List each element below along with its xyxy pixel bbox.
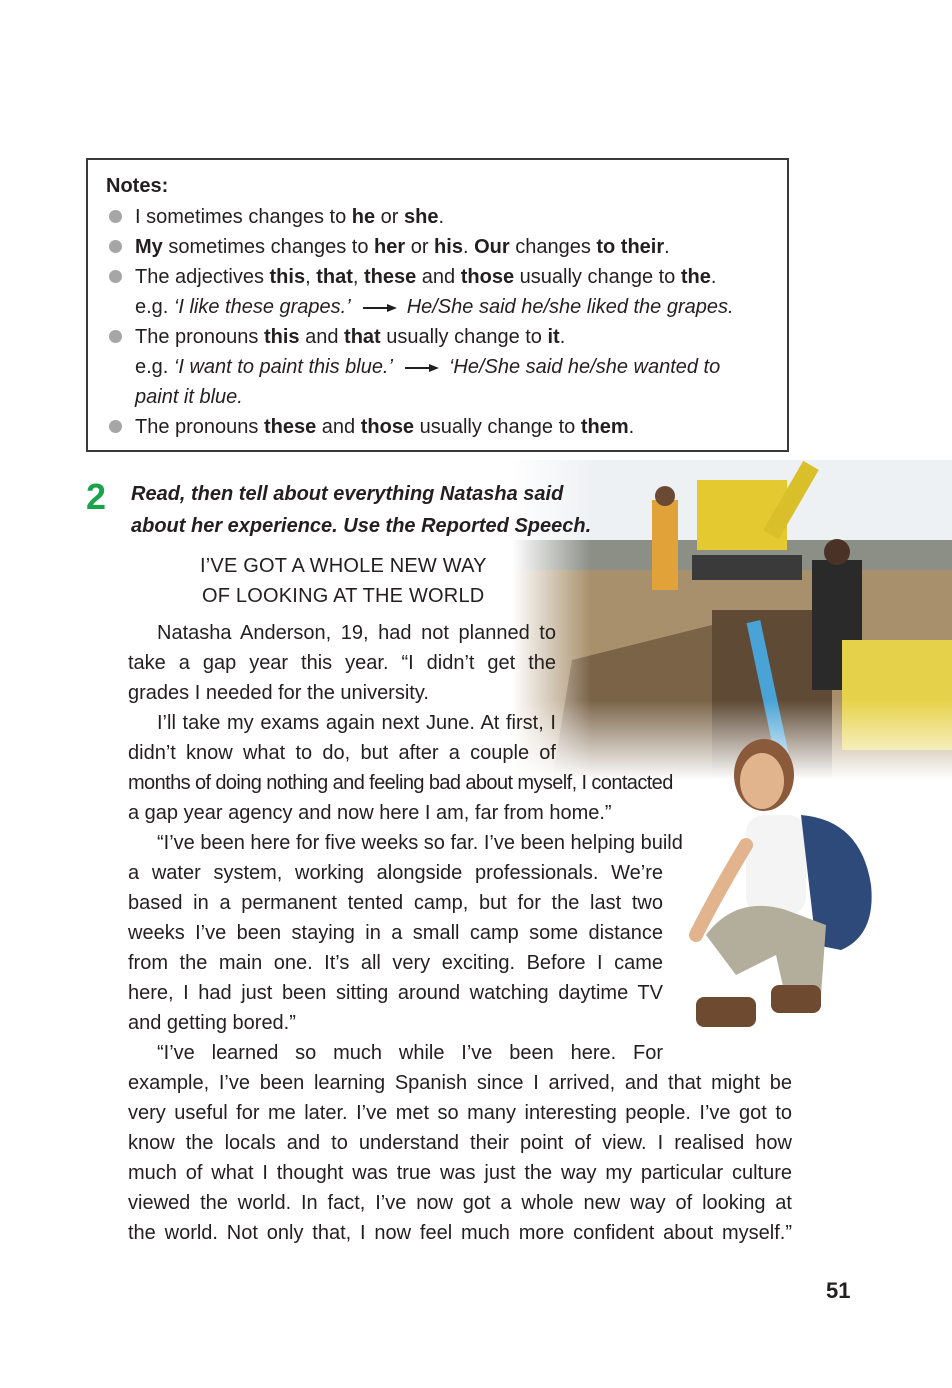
text-line: much of what I thought was true was just the way my particular culture [128, 1162, 792, 1184]
text-line: based in a permanent tented camp, but for the last two [128, 892, 663, 914]
page-number: 51 [826, 1278, 851, 1303]
text-line: a gap year agency and now here I am, far from home.” [128, 802, 612, 824]
note-line-2: My sometimes changes to her or his. Our changes to their. [135, 236, 670, 258]
note-example-2: e.g. ‘I want to paint this blue.’ ‘He/She said he/she wanted to [135, 356, 721, 378]
text-line: example, I’ve been learning Spanish since I arrived, and that might be [128, 1072, 792, 1094]
exercise-instruction-1: Read, then tell about everything Natasha said [131, 483, 564, 505]
text-line: know the locals and to understand their point of view. I realised how [128, 1132, 792, 1154]
bullet-icon [109, 210, 122, 223]
text-line: “I’ve learned so much while I’ve been here. For [157, 1042, 663, 1064]
note-example-1: e.g. ‘I like these grapes.’ He/She said he/she liked the grapes. [135, 296, 734, 318]
text-line: from the main one. It’s all very exciting. Before I came [128, 952, 663, 974]
text-line: and getting bored.” [128, 1012, 296, 1034]
arrow-right-icon [363, 303, 397, 313]
bullet-icon [109, 240, 122, 253]
text-line: didn’t know what to do, but after a couple of [128, 742, 556, 764]
text-line: very useful for me later. I’ve met so many interesting people. I’ve got to [128, 1102, 792, 1124]
exercise-number: 2 [86, 476, 107, 517]
text-line: a water system, working alongside professionals. We’re [128, 862, 663, 884]
text-line: grades I needed for the university. [128, 682, 429, 704]
text-line: here, I had just been sitting around watching daytime TV [128, 982, 663, 1004]
text-line: months of doing nothing and feeling bad about myself, I contacted [128, 772, 673, 794]
exercise-instruction-2: about her experience. Use the Reported Speech. [131, 515, 592, 537]
text-line: the world. Not only that, I now feel much more confident about myself.” [128, 1222, 792, 1244]
article-headline-2: OF LOOKING AT THE WORLD [202, 585, 485, 607]
text-line: viewed the world. In fact, I’ve now got a whole new way of looking at [128, 1192, 792, 1214]
note-line-5: The pronouns these and those usually change to them. [135, 416, 635, 438]
note-line-4: The pronouns this and that usually change to it. [135, 326, 566, 348]
text-line: Natasha Anderson, 19, had not planned to [157, 622, 556, 644]
note-line-3: The adjectives this, that, these and those usually change to the. [135, 266, 717, 288]
bullet-icon [109, 420, 122, 433]
notes-title: Notes: [106, 175, 169, 197]
girl-with-backpack-photo [676, 735, 896, 1055]
text-line: “I’ve been here for five weeks so far. I’ve been helping build [157, 832, 683, 854]
text-line: take a gap year this year. “I didn’t get the [128, 652, 556, 674]
note-line-1: I sometimes changes to he or she. [135, 206, 445, 228]
arrow-right-icon [405, 363, 439, 373]
text-line: weeks I’ve been staying in a small camp some distance [128, 922, 663, 944]
text-line: I’ll take my exams again next June. At first, I [157, 712, 556, 734]
article-headline-1: I’VE GOT A WHOLE NEW WAY [200, 555, 487, 577]
note-example-2-cont: paint it blue. [135, 386, 243, 408]
bullet-icon [109, 330, 122, 343]
bullet-icon [109, 270, 122, 283]
construction-site-photo [512, 460, 952, 780]
